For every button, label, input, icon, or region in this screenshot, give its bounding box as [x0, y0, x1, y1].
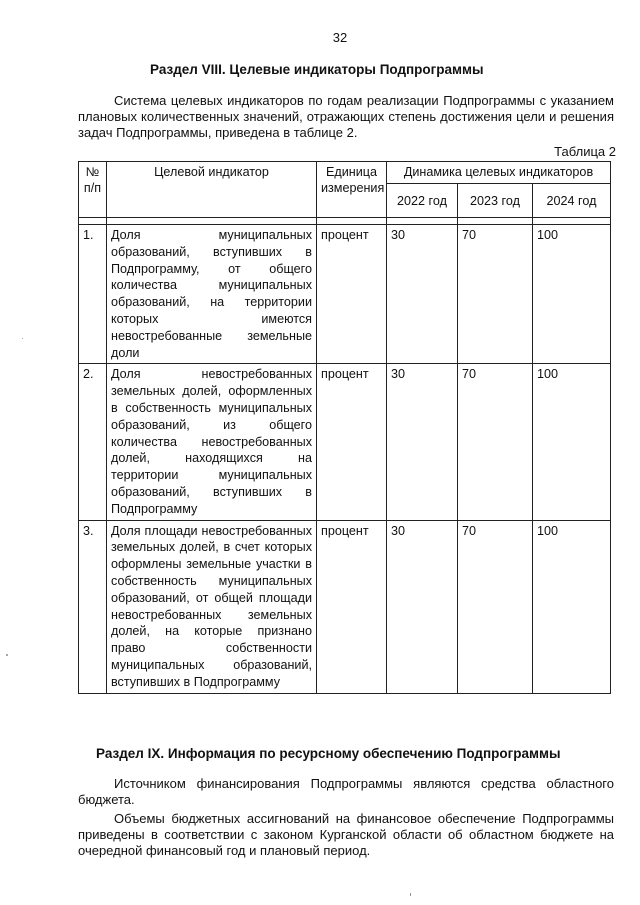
scan-speck [6, 654, 8, 656]
header-num: № п/п [79, 162, 107, 218]
row-indicator: Доля муниципальных образований, вступивших в Подпрограмму, от общего количества муниципальных образований, на территории которых имеются невостребованные земельные доли [107, 225, 317, 364]
row-unit: процент [317, 364, 387, 520]
row-num: 1. [79, 225, 107, 364]
row-value-2022: 30 [387, 364, 458, 520]
row-num: 3. [79, 520, 107, 693]
row-value-2023: 70 [458, 225, 533, 364]
page-number: 32 [332, 30, 348, 45]
row-value-2023: 70 [458, 520, 533, 693]
table-label: Таблица 2 [554, 144, 616, 159]
row-value-2022: 30 [387, 225, 458, 364]
section-9-paragraph-1: Источником финансирования Подпрограммы являются средства областного бюджета. [78, 776, 614, 807]
scan-speck [410, 893, 411, 896]
header-year-2023: 2023 год [458, 184, 533, 218]
row-indicator: Доля площади невостребованных земельных долей, в счет которых оформлены земельные участки в собственность муниципальных образований, от общей площади невостребованных земельных долей, на которые признано право собственности муниципальных образований, вступивших в Подпрограмму [107, 520, 317, 693]
row-value-2024: 100 [533, 520, 611, 693]
table-row [79, 364, 611, 520]
header-dynamics: Динамика целевых индикаторов [387, 162, 611, 184]
section-8-heading: Раздел VIII. Целевые индикаторы Подпрограммы [150, 62, 484, 77]
header-unit: Единица измерения [317, 162, 387, 218]
indicators-table [78, 161, 611, 694]
row-value-2024: 100 [533, 225, 611, 364]
section-8-intro: Система целевых индикаторов по годам реализации Подпрограммы с указанием плановых количественных значений, отражающих степень достижения цели и решения задач Подпрограммы, приведена в таблице 2. [78, 93, 614, 140]
section-9-paragraph-2: Объемы бюджетных ассигнований на финансовое обеспечение Подпрограммы приведены в соответствии с законом Курганской области об областном бюджете на очередной финансовый год и плановый период. [78, 811, 614, 858]
row-value-2022: 30 [387, 520, 458, 693]
table-row [79, 520, 611, 693]
row-indicator: Доля невостребованных земельных долей, оформленных в собственность муниципальных образований, из общего количества невостребованных долей, находящихся на территории муниципальных образований, вступивших в Подпрограмму [107, 364, 317, 520]
section-9-heading: Раздел IX. Информация по ресурсному обеспечению Подпрограммы [96, 746, 561, 761]
row-value-2024: 100 [533, 364, 611, 520]
header-year-2022: 2022 год [387, 184, 458, 218]
scan-speck [22, 338, 23, 339]
row-unit: процент [317, 225, 387, 364]
header-year-2024: 2024 год [533, 184, 611, 218]
row-unit: процент [317, 520, 387, 693]
table-row [79, 225, 611, 364]
row-value-2023: 70 [458, 364, 533, 520]
header-indicator: Целевой индикатор [107, 162, 317, 218]
row-num: 2. [79, 364, 107, 520]
